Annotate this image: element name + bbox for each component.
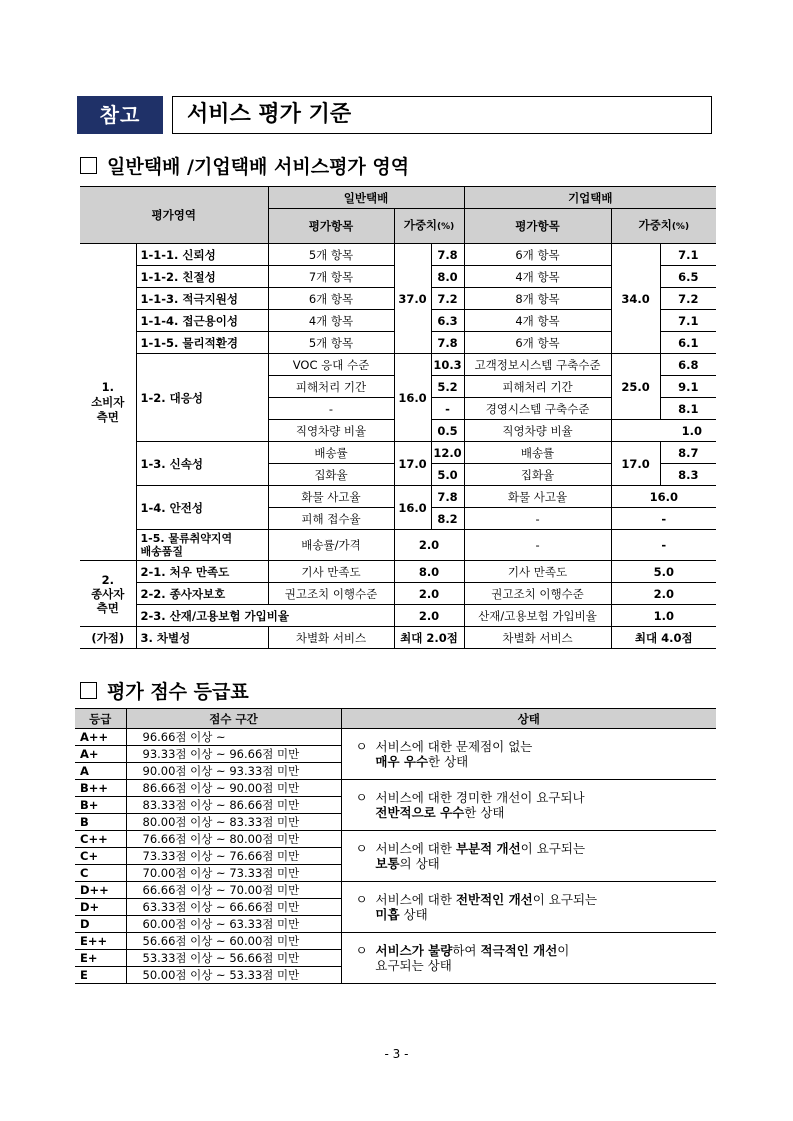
corporate-subtotal: 25.0 bbox=[611, 354, 660, 420]
general-item: 배송률/가격 bbox=[268, 530, 394, 561]
corporate-item: 화물 사고율 bbox=[464, 486, 611, 508]
range-cell: 60.00점 이상 ~ 63.33점 미만 bbox=[126, 916, 341, 933]
corporate-item: 고객정보시스템 구축수준 bbox=[464, 354, 611, 376]
category-cell: 1-4. 안전성 bbox=[136, 486, 268, 530]
general-item: 5개 항목 bbox=[268, 332, 394, 354]
table-row bbox=[75, 882, 716, 899]
header-general-weight: 가중치(%) bbox=[394, 209, 464, 244]
reference-badge: 참고 bbox=[77, 96, 163, 134]
header-general: 일반택배 bbox=[268, 187, 464, 209]
general-weight: 8.0 bbox=[431, 266, 464, 288]
status-cell-c: ㅇ 서비스에 대한 부분적 개선이 요구되는 보통의 상태 bbox=[341, 831, 716, 882]
grade-cell: A bbox=[75, 763, 126, 780]
grade-cell: B bbox=[75, 814, 126, 831]
general-item: 피해처리 기간 bbox=[268, 376, 394, 398]
page-number: - 3 - bbox=[384, 1047, 409, 1061]
corporate-weight: 8.7 bbox=[660, 442, 716, 464]
table-header-row bbox=[75, 709, 716, 729]
general-weight: 8.0 bbox=[394, 561, 464, 583]
general-item: 6개 항목 bbox=[268, 288, 394, 310]
group-bonus: (가점) bbox=[80, 627, 136, 649]
corporate-item: 8개 항목 bbox=[464, 288, 611, 310]
table-row bbox=[75, 729, 716, 746]
corporate-weight: 6.1 bbox=[660, 332, 716, 354]
general-weight: 5.2 bbox=[431, 376, 464, 398]
general-item: 7개 항목 bbox=[268, 266, 394, 288]
status-cell-d: ㅇ 서비스에 대한 전반적인 개선이 요구되는 미흡 상태 bbox=[341, 882, 716, 933]
corporate-weight: 8.1 bbox=[660, 398, 716, 420]
header-corporate-item: 평가항목 bbox=[464, 209, 611, 244]
header-grade: 등급 bbox=[75, 709, 126, 729]
grade-cell: B+ bbox=[75, 797, 126, 814]
corporate-weight: - bbox=[611, 508, 716, 530]
corporate-weight: 2.0 bbox=[611, 583, 716, 605]
category-cell: 2-2. 종사자보호 bbox=[136, 583, 268, 605]
corporate-weight: 6.5 bbox=[660, 266, 716, 288]
general-item: 차별화 서비스 bbox=[268, 627, 394, 649]
category-cell: 1-1-2. 친절성 bbox=[136, 266, 268, 288]
grade-table bbox=[75, 708, 716, 984]
status-cell-b: ㅇ 서비스에 대한 경미한 개선이 요구되나 전반적으로 우수한 상태 bbox=[341, 780, 716, 831]
range-cell: 93.33점 이상 ~ 96.66점 미만 bbox=[126, 746, 341, 763]
corporate-item: - bbox=[464, 508, 611, 530]
category-cell: 1-3. 신속성 bbox=[136, 442, 268, 486]
grade-cell: E++ bbox=[75, 933, 126, 950]
range-cell: 96.66점 이상 ~ bbox=[126, 729, 341, 746]
general-weight: 5.0 bbox=[431, 464, 464, 486]
table-row bbox=[80, 354, 716, 376]
general-item: 배송률 bbox=[268, 442, 394, 464]
corporate-weight: - bbox=[611, 530, 716, 561]
grade-cell: C bbox=[75, 865, 126, 882]
corporate-item: 집화율 bbox=[464, 464, 611, 486]
header-area: 평가영역 bbox=[80, 187, 268, 244]
general-item: 5개 항목 bbox=[268, 244, 394, 266]
corporate-weight: 1.0 bbox=[611, 420, 716, 442]
corporate-item: 배송률 bbox=[464, 442, 611, 464]
corporate-item: 6개 항목 bbox=[464, 332, 611, 354]
checkbox-square-icon bbox=[80, 157, 97, 174]
corporate-subtotal: 17.0 bbox=[611, 442, 660, 486]
grade-cell: C++ bbox=[75, 831, 126, 848]
status-cell-e: ㅇ 서비스가 불량하여 적극적인 개선이 요구되는 상태 bbox=[341, 933, 716, 984]
general-weight: 최대 2.0점 bbox=[394, 627, 464, 649]
category-cell: 2-1. 처우 만족도 bbox=[136, 561, 268, 583]
corporate-weight: 5.0 bbox=[611, 561, 716, 583]
section1-heading-text: 일반택배 /기업택배 서비스평가 영역 bbox=[107, 156, 410, 178]
corporate-item: 6개 항목 bbox=[464, 244, 611, 266]
general-weight: 2.0 bbox=[394, 583, 464, 605]
general-weight: 0.5 bbox=[431, 420, 464, 442]
grade-cell: E bbox=[75, 967, 126, 984]
general-weight: 7.8 bbox=[431, 244, 464, 266]
table-row bbox=[80, 442, 716, 464]
header-range: 점수 구간 bbox=[126, 709, 341, 729]
general-weight: - bbox=[431, 398, 464, 420]
table-row bbox=[80, 583, 716, 605]
range-cell: 90.00점 이상 ~ 93.33점 미만 bbox=[126, 763, 341, 780]
range-cell: 83.33점 이상 ~ 86.66점 미만 bbox=[126, 797, 341, 814]
checkbox-square-icon bbox=[80, 682, 97, 699]
section2-heading bbox=[80, 677, 249, 704]
group-worker: 2. 종사자 측면 bbox=[80, 561, 136, 627]
corporate-item: 차별화 서비스 bbox=[464, 627, 611, 649]
range-cell: 73.33점 이상 ~ 76.66점 미만 bbox=[126, 848, 341, 865]
table-row bbox=[75, 831, 716, 848]
general-weight: 12.0 bbox=[431, 442, 464, 464]
corporate-weight: 9.1 bbox=[660, 376, 716, 398]
corporate-item: 권고조치 이행수준 bbox=[464, 583, 611, 605]
table-header-row bbox=[80, 187, 716, 209]
corporate-subtotal: 34.0 bbox=[611, 244, 660, 354]
general-weight: 2.0 bbox=[394, 530, 464, 561]
corporate-weight: 7.2 bbox=[660, 288, 716, 310]
evaluation-area-table bbox=[80, 186, 716, 649]
corporate-item: 산재/고용보험 가입비율 bbox=[464, 605, 611, 627]
section1-heading bbox=[80, 152, 409, 179]
grade-cell: D++ bbox=[75, 882, 126, 899]
grade-cell: D bbox=[75, 916, 126, 933]
general-item: 권고조치 이행수준 bbox=[268, 583, 394, 605]
category-cell: 1-1-3. 적극지원성 bbox=[136, 288, 268, 310]
table-row bbox=[80, 627, 716, 649]
grade-cell: A+ bbox=[75, 746, 126, 763]
corporate-weight: 1.0 bbox=[611, 605, 716, 627]
range-cell: 53.33점 이상 ~ 56.66점 미만 bbox=[126, 950, 341, 967]
general-item: 화물 사고율 bbox=[268, 486, 394, 508]
general-weight: 7.8 bbox=[431, 486, 464, 508]
corporate-item: - bbox=[464, 530, 611, 561]
corporate-weight: 7.1 bbox=[660, 244, 716, 266]
general-weight: 7.2 bbox=[431, 288, 464, 310]
corporate-item: 경영시스템 구축수준 bbox=[464, 398, 611, 420]
general-weight: 10.3 bbox=[431, 354, 464, 376]
general-subtotal: 37.0 bbox=[394, 244, 431, 354]
corporate-item: 4개 항목 bbox=[464, 310, 611, 332]
grade-cell: E+ bbox=[75, 950, 126, 967]
table-row bbox=[80, 605, 716, 627]
general-weight: 7.8 bbox=[431, 332, 464, 354]
corporate-weight: 최대 4.0점 bbox=[611, 627, 716, 649]
table-row bbox=[80, 486, 716, 508]
status-cell-a: ㅇ 서비스에 대한 문제점이 없는 매우 우수한 상태 bbox=[341, 729, 716, 780]
corporate-weight: 7.1 bbox=[660, 310, 716, 332]
grade-cell: C+ bbox=[75, 848, 126, 865]
general-item: 집화율 bbox=[268, 464, 394, 486]
corporate-item: 직영차량 비율 bbox=[464, 420, 611, 442]
group-consumer: 1. 소비자 측면 bbox=[80, 244, 136, 561]
general-item: 피해 접수율 bbox=[268, 508, 394, 530]
range-cell: 50.00점 이상 ~ 53.33점 미만 bbox=[126, 967, 341, 984]
range-cell: 80.00점 이상 ~ 83.33점 미만 bbox=[126, 814, 341, 831]
range-cell: 76.66점 이상 ~ 80.00점 미만 bbox=[126, 831, 341, 848]
corporate-item: 피해처리 기간 bbox=[464, 376, 611, 398]
category-cell: 3. 차별성 bbox=[136, 627, 268, 649]
section2-heading-text: 평가 점수 등급표 bbox=[107, 681, 249, 703]
table-row bbox=[80, 561, 716, 583]
table-row bbox=[80, 244, 716, 266]
table-row bbox=[75, 933, 716, 950]
page-title: 서비스 평가 기준 bbox=[172, 96, 712, 134]
header-corporate-weight: 가중치(%) bbox=[611, 209, 716, 244]
category-cell: 1-2. 대응성 bbox=[136, 354, 268, 442]
grade-cell: D+ bbox=[75, 899, 126, 916]
corporate-weight: 6.8 bbox=[660, 354, 716, 376]
grade-cell: A++ bbox=[75, 729, 126, 746]
general-weight: 2.0 bbox=[394, 605, 464, 627]
table-row bbox=[80, 530, 716, 561]
table-row bbox=[75, 780, 716, 797]
category-cell: 2-3. 산재/고용보험 가입비율 bbox=[136, 605, 394, 627]
general-item: - bbox=[268, 398, 394, 420]
general-item: VOC 응대 수준 bbox=[268, 354, 394, 376]
general-weight: 6.3 bbox=[431, 310, 464, 332]
general-subtotal: 16.0 bbox=[394, 354, 431, 442]
general-item: 기사 만족도 bbox=[268, 561, 394, 583]
general-subtotal: 16.0 bbox=[394, 486, 431, 530]
category-cell: 1-5. 물류취약지역 배송품질 bbox=[136, 530, 268, 561]
corporate-weight: 8.3 bbox=[660, 464, 716, 486]
corporate-weight: 16.0 bbox=[611, 486, 716, 508]
header-general-item: 평가항목 bbox=[268, 209, 394, 244]
category-cell: 1-1-1. 신뢰성 bbox=[136, 244, 268, 266]
general-subtotal: 17.0 bbox=[394, 442, 431, 486]
range-cell: 70.00점 이상 ~ 73.33점 미만 bbox=[126, 865, 341, 882]
header-corporate: 기업택배 bbox=[464, 187, 716, 209]
range-cell: 66.66점 이상 ~ 70.00점 미만 bbox=[126, 882, 341, 899]
corporate-item: 기사 만족도 bbox=[464, 561, 611, 583]
category-cell: 1-1-4. 접근용이성 bbox=[136, 310, 268, 332]
range-cell: 86.66점 이상 ~ 90.00점 미만 bbox=[126, 780, 341, 797]
range-cell: 63.33점 이상 ~ 66.66점 미만 bbox=[126, 899, 341, 916]
header-status: 상태 bbox=[341, 709, 716, 729]
range-cell: 56.66점 이상 ~ 60.00점 미만 bbox=[126, 933, 341, 950]
category-cell: 1-1-5. 물리적환경 bbox=[136, 332, 268, 354]
general-weight: 8.2 bbox=[431, 508, 464, 530]
corporate-item: 4개 항목 bbox=[464, 266, 611, 288]
general-item: 4개 항목 bbox=[268, 310, 394, 332]
general-item: 직영차량 비율 bbox=[268, 420, 394, 442]
grade-cell: B++ bbox=[75, 780, 126, 797]
